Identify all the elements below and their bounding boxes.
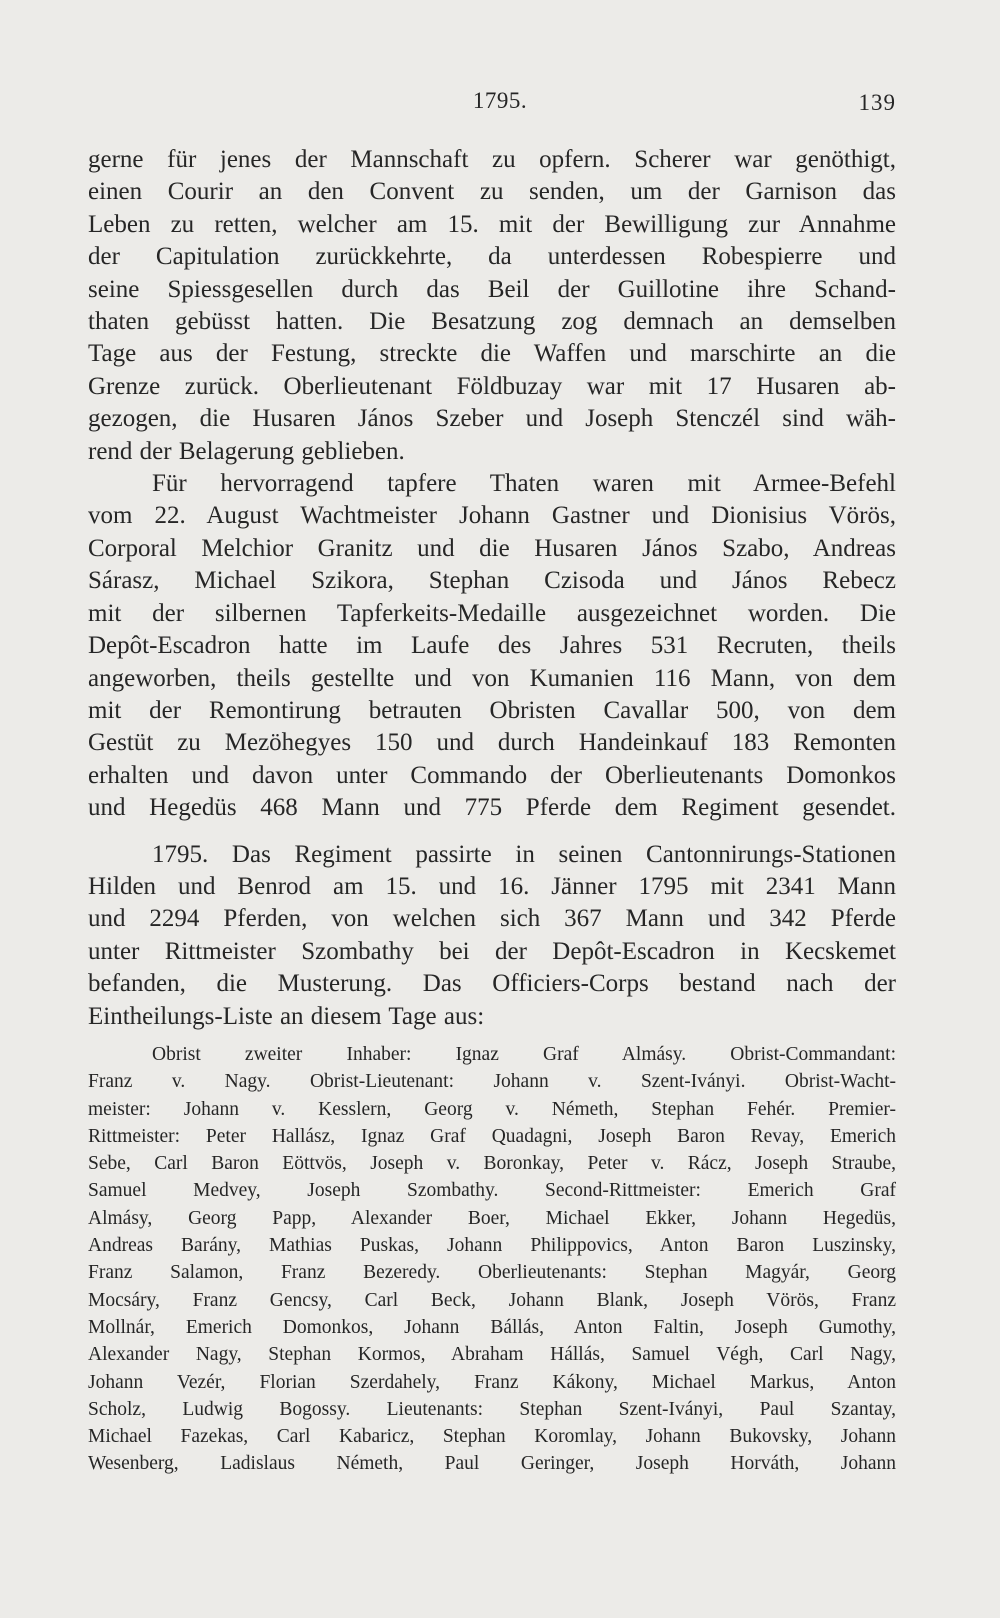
text-line: angeworben, theils gestellte und von Kumanien 116 Mann, von dem — [88, 664, 896, 692]
list-line: Wesenberg, Ladislaus Németh, Paul Geringer, Joseph Horváth, Johann — [88, 1453, 896, 1475]
text-line: unter Rittmeister Szombathy bei der Depôt-Escadron in Kecskemet — [88, 937, 896, 965]
text-line: Corporal Melchior Granitz und die Husaren János Szabo, Andreas — [88, 534, 896, 562]
text-line: und Hegedüs 468 Mann und 775 Pferde dem Regiment gesendet. — [88, 794, 896, 822]
text-line: Für hervorragend tapfere Thaten waren mit Armee-Befehl — [152, 470, 896, 498]
main-text — [88, 144, 896, 1033]
text-line: Das Regiment passirte in seinen Cantonnirungs-Stationen — [231, 840, 896, 868]
list-line: Obrist zweiter Inhaber: Ignaz Graf Almásy. Obrist-Commandant: — [152, 1044, 896, 1065]
list-line: Scholz, Ludwig Bogossy. Lieutenants: Stephan Szent-Iványi, Paul Szantay, — [88, 1398, 896, 1420]
text-line: Grenze zurück. Oberlieutenant Földbuzay war mit 17 Husaren ab- — [88, 372, 896, 400]
text-line: und 2294 Pferden, von welchen sich 367 Mann und 342 Pferde — [88, 905, 896, 933]
text-line: mit der Remontirung betrauten Obristen Cavallar 500, von dem — [88, 696, 896, 724]
list-line: Johann Vezér, Florian Szerdahely, Franz Kákony, Michael Markus, Anton — [88, 1371, 896, 1393]
text-line: Leben zu retten, welcher am 15. mit der Bewilligung zur Annahme — [88, 210, 896, 238]
text-line: der Capitulation zurückkehrte, da unterdessen Robespierre und — [88, 243, 896, 271]
text-line: rend der Belagerung geblieben. — [88, 437, 405, 465]
list-line: Mocsáry, Franz Gencsy, Carl Beck, Johann Blank, Joseph Vörös, Franz — [88, 1289, 896, 1311]
year-marker: 1795. — [152, 840, 209, 868]
text-line: Tage aus der Festung, streckte die Waffen und marschirte an die — [88, 340, 896, 368]
list-line: Sebe, Carl Baron Eöttvös, Joseph v. Boronkay, Peter v. Rácz, Joseph Straube, — [88, 1153, 896, 1175]
list-line: Mollnár, Emerich Domonkos, Johann Bállás, Anton Faltin, Joseph Gumothy, — [88, 1316, 896, 1338]
text-line: vom 22. August Wachtmeister Johann Gastner und Dionisius Vörös, — [88, 502, 896, 530]
text-line: Depôt-Escadron hatte im Laufe des Jahres 531 Recruten, theils — [88, 632, 896, 660]
text-line: thaten gebüsst hatten. Die Besatzung zog demnach an demselben — [88, 308, 896, 336]
list-line: Franz v. Nagy. Obrist-Lieutenant: Johann v. Szent-Iványi. Obrist-Wacht- — [88, 1071, 896, 1093]
list-line: Samuel Medvey, Joseph Szombathy. Second-Rittmeister: Emerich Graf — [88, 1180, 896, 1202]
text-line: seine Spiessgesellen durch das Beil der Guillotine ihre Schand- — [88, 275, 896, 303]
list-line: Alexander Nagy, Stephan Kormos, Abraham Hállás, Samuel Végh, Carl Nagy, — [88, 1344, 896, 1366]
text-line: Eintheilungs-Liste an diesem Tage aus: — [88, 1002, 485, 1030]
text-line: Hilden und Benrod am 15. und 16. Jänner 1795 mit 2341 Mann — [88, 872, 896, 900]
text-line: Sárasz, Michael Szikora, Stephan Czisoda und János Rebecz — [88, 567, 896, 595]
text-line: gezogen, die Husaren János Szeber und Joseph Stenczél sind wäh- — [88, 405, 896, 433]
text-line: befanden, die Musterung. Das Officiers-Corps bestand nach der — [88, 970, 896, 998]
text-line: Gestüt zu Mezöhegyes 150 und durch Handeinkauf 183 Remonten — [88, 729, 896, 757]
year-paragraph-line — [88, 839, 896, 871]
list-line: Andreas Barány, Mathias Puskas, Johann Philippovics, Anton Baron Luszinsky, — [88, 1235, 896, 1257]
text-line: einen Courir an den Convent zu senden, um der Garnison das — [88, 178, 896, 206]
text-line: mit der silbernen Tapferkeits-Medaille ausgezeichnet worden. Die — [88, 599, 896, 627]
list-line: meister: Johann v. Kesslern, Georg v. Németh, Stephan Fehér. Premier- — [88, 1098, 896, 1120]
list-line: Rittmeister: Peter Hallász, Ignaz Graf Quadagni, Joseph Baron Revay, Emerich — [88, 1125, 896, 1147]
officer-list — [88, 1041, 896, 1478]
list-line: Michael Fazekas, Carl Kabaricz, Stephan Koromlay, Johann Bukovsky, Johann — [88, 1426, 896, 1448]
page-number: 139 — [858, 90, 896, 115]
text-line: erhalten und davon unter Commando der Oberlieutenants Domonkos — [88, 761, 896, 789]
list-line: Almásy, Georg Papp, Alexander Boer, Michael Ekker, Johann Hegedüs, — [88, 1207, 896, 1229]
text-line: gerne für jenes der Mannschaft zu opfern. Scherer war genöthigt, — [88, 146, 896, 173]
running-header-year: 1795. — [472, 88, 528, 113]
list-line: Franz Salamon, Franz Bezeredy. Oberlieutenants: Stephan Magyár, Georg — [88, 1262, 896, 1284]
